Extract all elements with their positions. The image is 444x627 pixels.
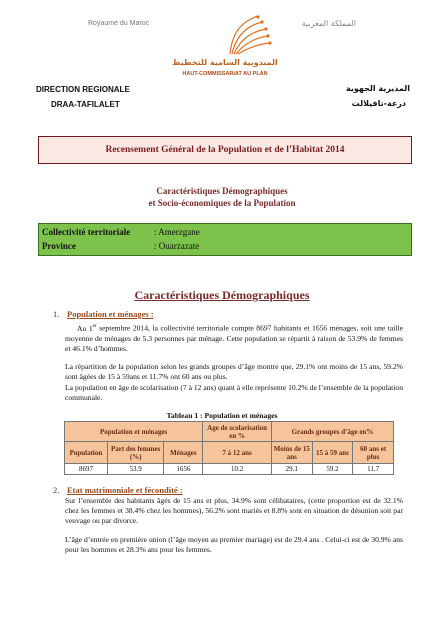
table-caption: Tableau 1 : Population et ménages — [166, 411, 278, 420]
hcp-logo-icon — [170, 14, 280, 58]
direction-ar-line2: درعة-تافيلالت — [351, 99, 406, 108]
document-title-box — [38, 136, 412, 164]
p1-sup: er — [92, 324, 97, 329]
territory-value-2: : Ouarzazate — [154, 241, 200, 251]
table-cell-population: 8697 — [65, 464, 108, 475]
p1-rest: septembre 2014, la collectivité territoriale compte 8697 habitants et 1656 ménages, soit une taille moyenne de ménages de 5.3 personnes par ménage. Cette population se répartit à raison de 53.9% de femmes et 46.1% d’hommes. — [65, 323, 403, 353]
territory-label-2: Province — [42, 241, 76, 251]
table-cell-15-59: 59.2 — [312, 464, 353, 475]
table-header-femmes: Part des femmes (%) — [107, 442, 164, 464]
section-2-heading: Etat matrimoniale et fécondité : — [67, 485, 183, 495]
table-header-scol: 7 à 12 ans — [203, 442, 272, 464]
direction-fr-line2: DRAA-TAFILALET — [51, 100, 120, 109]
table-group-age: Grands groupes d’âge en% — [271, 422, 393, 442]
section-1-paragraph-2: La répartition de la population selon les grands groupes d’âge montre que, 29.1% ont moins de 15 ans, 59.2% sont âgées de 15 à 59ans et 11.7% ont 60 ans ou plus. — [65, 362, 403, 381]
territory-label-1: Collectivité territoriale — [42, 227, 131, 237]
table-header-menages: Ménages — [164, 442, 203, 464]
document-title: Recensement Général de la Population et de l’Habitat 2014 — [105, 145, 345, 155]
section-2-number: 2. — [53, 485, 60, 495]
territory-box — [38, 223, 412, 256]
section-1-paragraph-1 — [65, 322, 403, 354]
table-cell-60plus: 11.7 — [353, 464, 394, 475]
direction-fr-line1: DIRECTION REGIONALE — [36, 85, 130, 94]
direction-ar-line1: المديرية الجهوية — [345, 84, 410, 93]
section-2-paragraph-2: L’âge d’entrée en première union (l’âge moyen au premier mariage) est de 29.4 ans . Celui-ci est de 30.9% ans pour les hommes et 28.3% ans pour les femmes. — [65, 535, 403, 554]
section-1-paragraph-3: La population en âge de scolarisation (7 à 12 ans) quant à elle représente 10.2% de l’ensemble de la population communale. — [65, 383, 403, 402]
table-group-scolarisation: Age de scolarisation en % — [203, 422, 272, 442]
hcp-logo — [170, 14, 280, 80]
country-name-ar: المملكة المغربية — [301, 19, 356, 28]
section-2-paragraph-1: Sur l’ensemble des habitants âgés de 15 ans et plus, 34.9% sont célibataires, (cette proportion est de 32.1% chez les femmes et 38.4% chez les hommes), 56.2% sont mariés et 8.8% sont en situation de désunion soit par veuvage ou par divorce. — [65, 496, 403, 525]
section-title: Caractéristiques Démographiques — [134, 288, 310, 302]
logo-french-text: HAUT-COMMISSARIAT AU PLAN — [182, 71, 268, 77]
table-cell-moins15: 29.1 — [271, 464, 312, 475]
table-group-population: Population et ménages — [65, 422, 203, 442]
subtitle-line2: et Socio-économiques de la Population — [148, 198, 296, 208]
p1-start: Au 1 — [77, 323, 93, 333]
logo-arabic-text: المندوبية السامية للتخطيط — [172, 58, 278, 67]
country-name-fr: Royaume du Maroc — [88, 20, 150, 27]
section-1-heading: Population et ménages : — [67, 309, 154, 319]
table-header-population: Population — [65, 442, 108, 464]
section-1-number: 1. — [53, 309, 60, 319]
territory-value-1: : Amerzgane — [154, 227, 200, 237]
table-header-moins15: Moins de 15 ans — [271, 442, 312, 464]
population-table — [64, 421, 394, 475]
table-header-60plus: 60 ans et plus — [353, 442, 394, 464]
subtitle-line1: Caractéristiques Démographiques — [156, 186, 288, 196]
table-cell-femmes: 53.9 — [107, 464, 164, 475]
table-cell-scol: 10.2 — [203, 464, 272, 475]
table-cell-menages: 1656 — [164, 464, 203, 475]
table-header-15-59: 15 à 59 ans — [312, 442, 353, 464]
